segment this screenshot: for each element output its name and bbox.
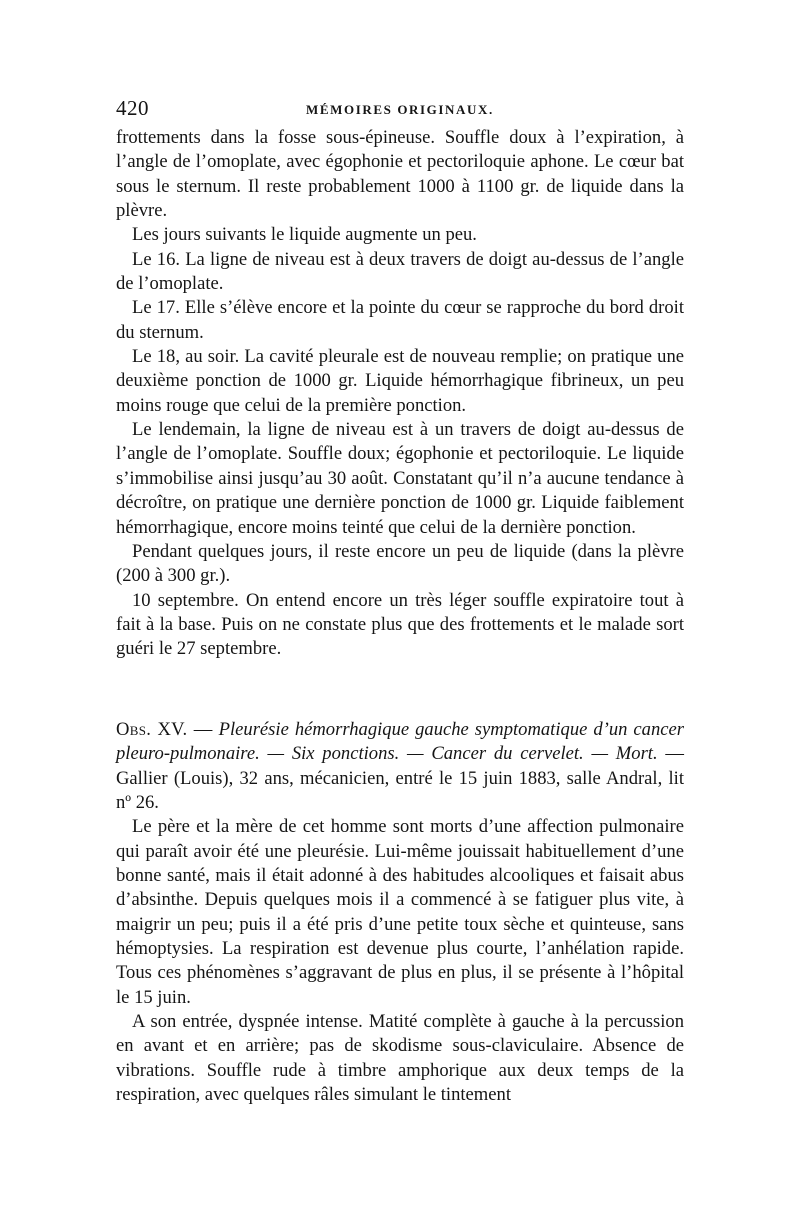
observation-title: Pleurésie hémorrhagique gauche symptomatique d’un cancer pleuro-pulmonaire. — Six ponctions. — Cancer du cervelet. — Mort.: [116, 719, 684, 765]
page-header: [116, 96, 684, 126]
observation-label: Obs. XV. —: [116, 719, 213, 740]
observation-patient-line: — Gallier (Louis), 32 ans, mécanicien, entré le 15 juin 1883, salle Andral, lit nº 26.: [116, 743, 684, 814]
paragraph-september: 10 septembre. On entend encore un très léger souffle expiratoire tout à fait à la base. Puis on ne constate plus que des frottements et le malade sort guéri le 27 septembre.: [116, 589, 684, 660]
paragraph-admission: A son entrée, dyspnée intense. Matité complète à gauche à la percussion en avant et en arrière; pas de skodisme sous-claviculaire. Absence de vibrations. Souffle rude à timbre amphorique aux deux temps de la respiration, avec quelques râles simulant le tintement: [116, 1011, 684, 1106]
paragraph-examination: frottements dans la fosse sous-épineuse. Souffle doux à l’expiration, à l’angle de l’omoplate, avec égophonie et pectoriloquie aphone. Le cœur bat sous le sternum. Il reste probablement 1000 à 1100 gr. de liquide dans la plèvre.: [116, 127, 684, 222]
paragraph-day-16: Le 16. La ligne de niveau est à deux travers de doigt au-dessus de l’angle de l’omoplate.: [116, 248, 684, 295]
observation-heading: [116, 718, 684, 815]
paragraph-next-day: Le lendemain, la ligne de niveau est à un travers de doigt au-dessus de l’angle de l’omoplate. Souffle doux; égophonie et pectoriloquie. Le liquide s’immobilise ainsi jusqu’au 30 août. Constatant qu’il n’a aucune tendance à décroître, on pratique une dernière ponction de 1000 gr. Liquide faiblement hémorrhagique, encore moins teinté que celui de la dernière ponction.: [116, 419, 684, 538]
observation-section: [116, 718, 684, 1108]
paragraph-history: Le père et la mère de cet homme sont morts d’une affection pulmonaire qui paraît avoir été une pleurésie. Lui-même jouissait habituellement d’une bonne santé, mais il était adonné à des habitudes alcooliques et faisait abus d’absinthe. Depuis quelques mois il a commencé à se fatiguer plus vite, à maigrir un peu; puis il a été pris d’une petite toux sèche et quinteuse, sans hémoptysies. La respiration est devenue plus courte, l’anhélation rapide. Tous ces phénomènes s’aggravant de plus en plus, il se présente à l’hôpital le 15 juin.: [116, 816, 684, 1008]
paragraph-day-17: Le 17. Elle s’élève encore et la pointe du cœur se rapproche du bord droit du sternum.: [116, 297, 684, 343]
running-title: MÉMOIRES ORIGINAUX.: [306, 102, 494, 117]
paragraph-some-days: Pendant quelques jours, il reste encore un peu de liquide (dans la plèvre (200 à 300 gr.).: [116, 540, 684, 587]
paragraph-day-18: Le 18, au soir. La cavité pleurale est de nouveau remplie; on pratique une deuxième ponction de 1000 gr. Liquide hémorrhagique fibrineux, un peu moins rouge que celui de la première ponction.: [116, 346, 684, 416]
page-number: 420: [116, 96, 149, 120]
paragraph-following-days: Les jours suivants le liquide augmente un peu.: [132, 224, 477, 246]
case-continuation: [116, 126, 684, 662]
